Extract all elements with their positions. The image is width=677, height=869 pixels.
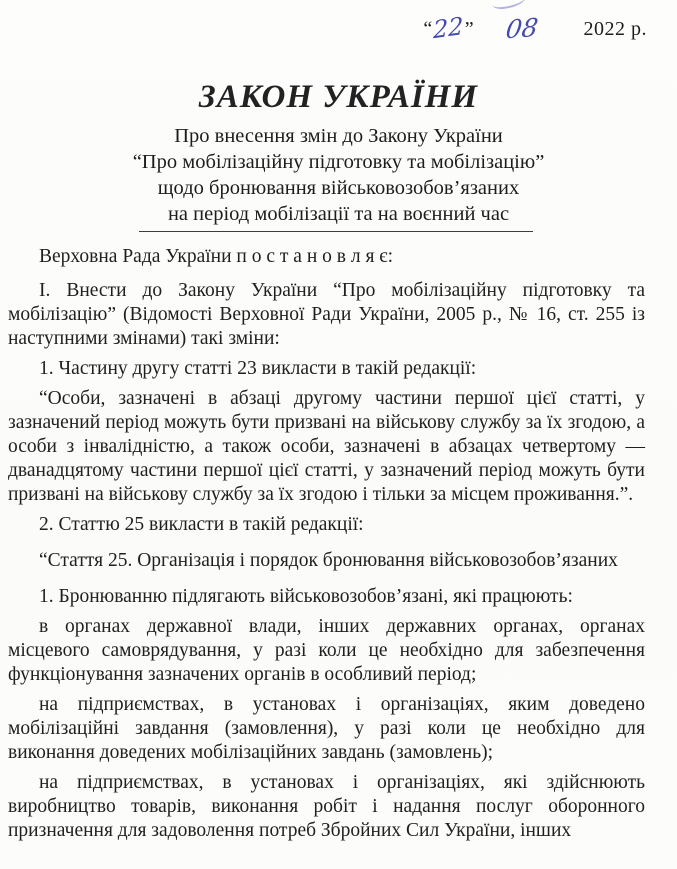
- date-close-quote: ”: [464, 18, 474, 40]
- paragraph: 2. Статтю 25 викласти в такій редакції:: [39, 514, 364, 535]
- subtitle-line: щодо бронювання військовозобов’язаних: [157, 177, 520, 199]
- law-body: [0, 232, 677, 843]
- paragraph: 1. Частину другу статті 23 викласти в такій редакції:: [39, 358, 477, 379]
- paragraph: “Особи, зазначені в абзаці другому частини першої цієї статті, у зазначений період можуть бути призвані на військову службу за їх згодою, а особи з інвалідністю, а також особи, зазначені в абзацах четвертому — дванадцятому частини першої цієї статті, у зазначений період можуть бути призвані на військову службу за їх згодою і тільки за місцем проживання.”.: [8, 388, 645, 505]
- paragraph: 1. Бронюванню підлягають військовозобов’язані, які працюють:: [39, 586, 573, 607]
- handwritten-day: 22: [433, 11, 464, 45]
- handwritten-month: 08: [503, 12, 540, 45]
- paragraph: на підприємствах, в установах і організаціях, яким доведено мобілізаційні завдання (замовлення), у разі коли це необхідно для виконання доведених мобілізаційних завдань (замовлень);: [8, 694, 645, 763]
- subtitle-line: “Про мобілізаційну підготовку та мобілізацію”: [132, 151, 545, 173]
- subtitle-line: на період мобілізації та на воєнний час: [167, 203, 510, 225]
- paragraph: на підприємствах, в установах і організаціях, які здійснюють виробництво товарів, виконання робіт і надання послуг оборонного призначення для задоволення потреб Збройних Сил України, інших: [8, 772, 645, 841]
- law-subtitle: [0, 123, 677, 227]
- paragraph: в органах державної влади, інших державних органах, органах місцевого самоврядування, у разі коли це необхідно для забезпечення функціонування зазначених органів в особливий період;: [8, 616, 645, 685]
- date-open-quote: “: [423, 18, 433, 40]
- paragraph: І. Внести до Закону України “Про мобілізаційну підготовку та мобілізацію” (Відомості Верховної Ради України, 2005 р., № 16, ст. 255 із наступними змінами) такі зміни:: [8, 280, 645, 349]
- article-25-heading: “Стаття 25. Організація і порядок бронювання військовозобов’язаних: [39, 550, 618, 571]
- dateline: [0, 0, 677, 45]
- law-title: ЗАКОН УКРАЇНИ: [198, 79, 479, 115]
- scan-speck: [384, 137, 388, 140]
- date-year: 2022 р.: [583, 18, 647, 40]
- enacting-clause: Верховна Рада України п о с т а н о в л я є:: [39, 246, 394, 267]
- subtitle-line: Про внесення змін до Закону України: [174, 125, 503, 147]
